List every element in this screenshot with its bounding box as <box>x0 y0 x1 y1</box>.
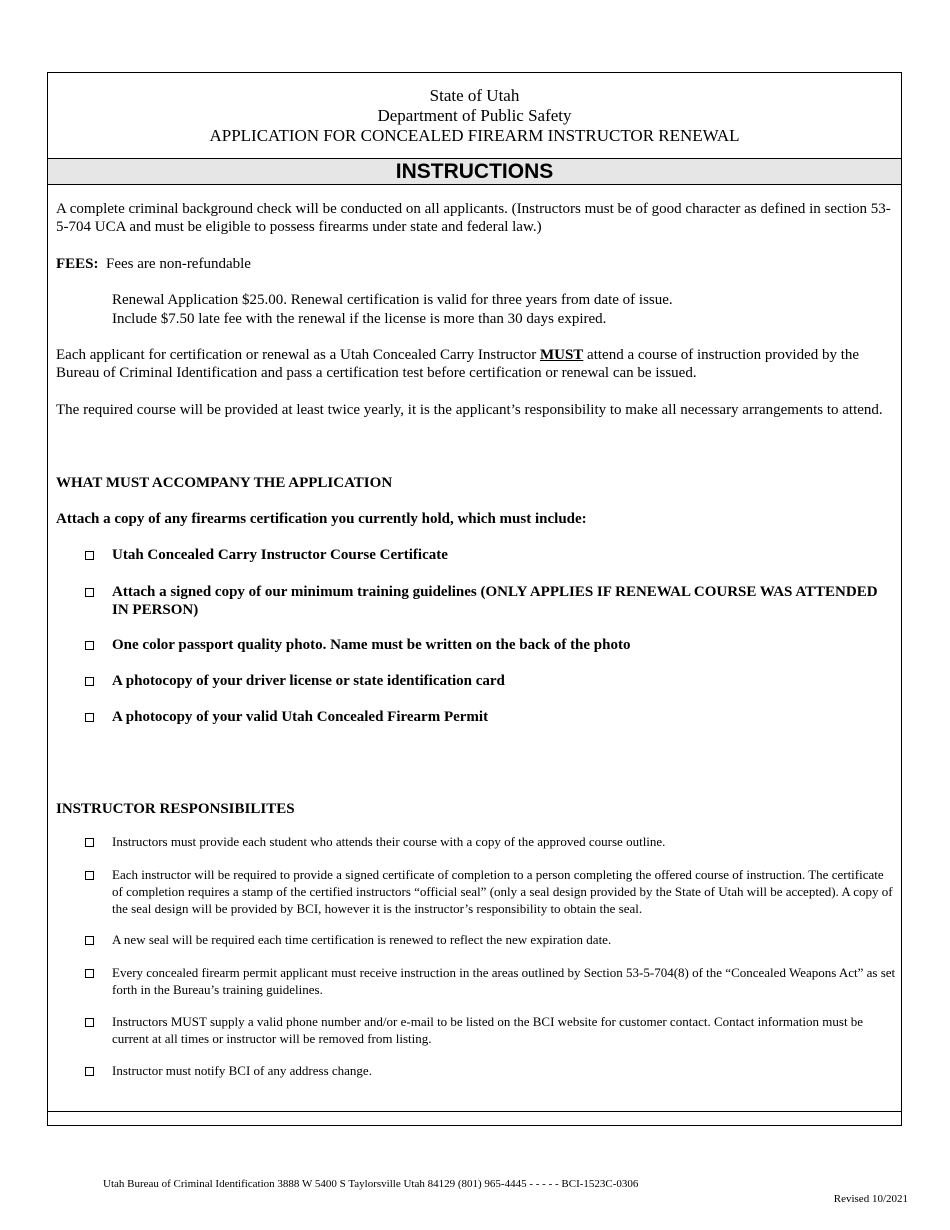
header-department: Department of Public Safety <box>377 106 572 125</box>
checkbox-resp-5[interactable] <box>85 1018 94 1027</box>
checkbox-accompany-5[interactable] <box>85 713 94 722</box>
responsibility-item: Instructor must notify BCI of any address change. <box>112 1063 372 1078</box>
course-text-before: Each applicant for certification or renewal as a Utah Concealed Carry Instructor <box>56 347 540 363</box>
accompany-item: A photocopy of your valid Utah Concealed Firearm Permit <box>112 709 489 725</box>
checkbox-resp-4[interactable] <box>85 969 94 978</box>
bottom-divider <box>48 1111 901 1112</box>
checkbox-resp-2[interactable] <box>85 871 94 880</box>
accompany-item: Utah Concealed Carry Instructor Course Certificate <box>112 547 448 563</box>
fees-line <box>56 255 896 273</box>
responsibility-item: Instructors must provide each student who attends their course with a copy of the approved course outline. <box>112 834 666 849</box>
accompany-subheading: Attach a copy of any firearms certification you currently hold, which must include: <box>56 511 587 527</box>
checkbox-resp-3[interactable] <box>85 936 94 945</box>
required-course-paragraph: The required course will be provided at least twice yearly, it is the applicant’s responsibility to make all necessary arrangements to attend. <box>56 402 883 418</box>
instructions-title: INSTRUCTIONS <box>48 158 901 185</box>
checkbox-accompany-2[interactable] <box>85 588 94 597</box>
checkbox-accompany-1[interactable] <box>85 551 94 560</box>
fees-renewal: Renewal Application $25.00. Renewal certification is valid for three years from date of issue. <box>112 292 673 308</box>
accompany-item: One color passport quality photo. Name must be written on the back of the photo <box>112 637 631 653</box>
footer-address: Utah Bureau of Criminal Identification 3888 W 5400 S Taylorsville Utah 84129 (801) 965-4445 - - - - - BCI-1523C-0306 <box>103 1178 639 1190</box>
responsibilities-heading: INSTRUCTOR RESPONSIBILITES <box>56 801 295 817</box>
checkbox-accompany-3[interactable] <box>85 641 94 650</box>
header-form-title: APPLICATION FOR CONCEALED FIREARM INSTRUCTOR RENEWAL <box>209 126 740 145</box>
fees-late: Include $7.50 late fee with the renewal if the license is more than 30 days expired. <box>112 311 607 327</box>
responsibility-item: A new seal will be required each time certification is renewed to reflect the new expiration date. <box>112 932 612 947</box>
course-paragraph <box>56 346 896 382</box>
checkbox-resp-6[interactable] <box>85 1067 94 1076</box>
course-text-after: attend a course of instruction provided by the Bureau of Criminal Identification and pass a certification test before certification or renewal can be issued. <box>56 347 860 381</box>
fees-label: FEES: <box>56 256 99 272</box>
accompany-item: Attach a signed copy of our minimum training guidelines (ONLY APPLIES IF RENEWAL COURSE WAS ATTENDED IN PERSON) <box>112 584 878 618</box>
intro-paragraph: A complete criminal background check will be conducted on all applicants. (Instructors must be of good character as defined in section 53-5-704 UCA and must be eligible to possess firearms under state and federal law.) <box>56 201 891 235</box>
checkbox-accompany-4[interactable] <box>85 677 94 686</box>
responsibility-item: Instructors MUST supply a valid phone number and/or e-mail to be listed on the BCI website for customer contact. Contact information must be current at all times or instructor will be removed from listing. <box>112 1014 864 1046</box>
revised-date: Revised 10/2021 <box>833 1193 908 1205</box>
accompany-item: A photocopy of your driver license or state identification card <box>112 673 505 689</box>
header-state: State of Utah <box>429 86 520 105</box>
responsibility-item: Every concealed firearm permit applicant must receive instruction in the areas outlined by Section 53-5-704(8) of the “Concealed Weapons Act” as set forth in the Bureau’s training guidelines. <box>112 965 896 997</box>
checkbox-resp-1[interactable] <box>85 838 94 847</box>
fees-note: Fees are non-refundable <box>106 256 251 272</box>
accompany-heading: WHAT MUST ACCOMPANY THE APPLICATION <box>56 475 393 491</box>
must-emphasis: MUST <box>539 347 584 363</box>
responsibility-item: Each instructor will be required to provide a signed certificate of completion to a person completing the offered course of instruction. The certificate of completion requires a stamp of the certified instructors “official seal” (only a seal design provided by the State of Utah will be accepted). A copy of the seal design will be provided by BCI, however it is the instructor’s responsibility to obtain the seal. <box>112 867 893 916</box>
form-header <box>48 86 901 146</box>
